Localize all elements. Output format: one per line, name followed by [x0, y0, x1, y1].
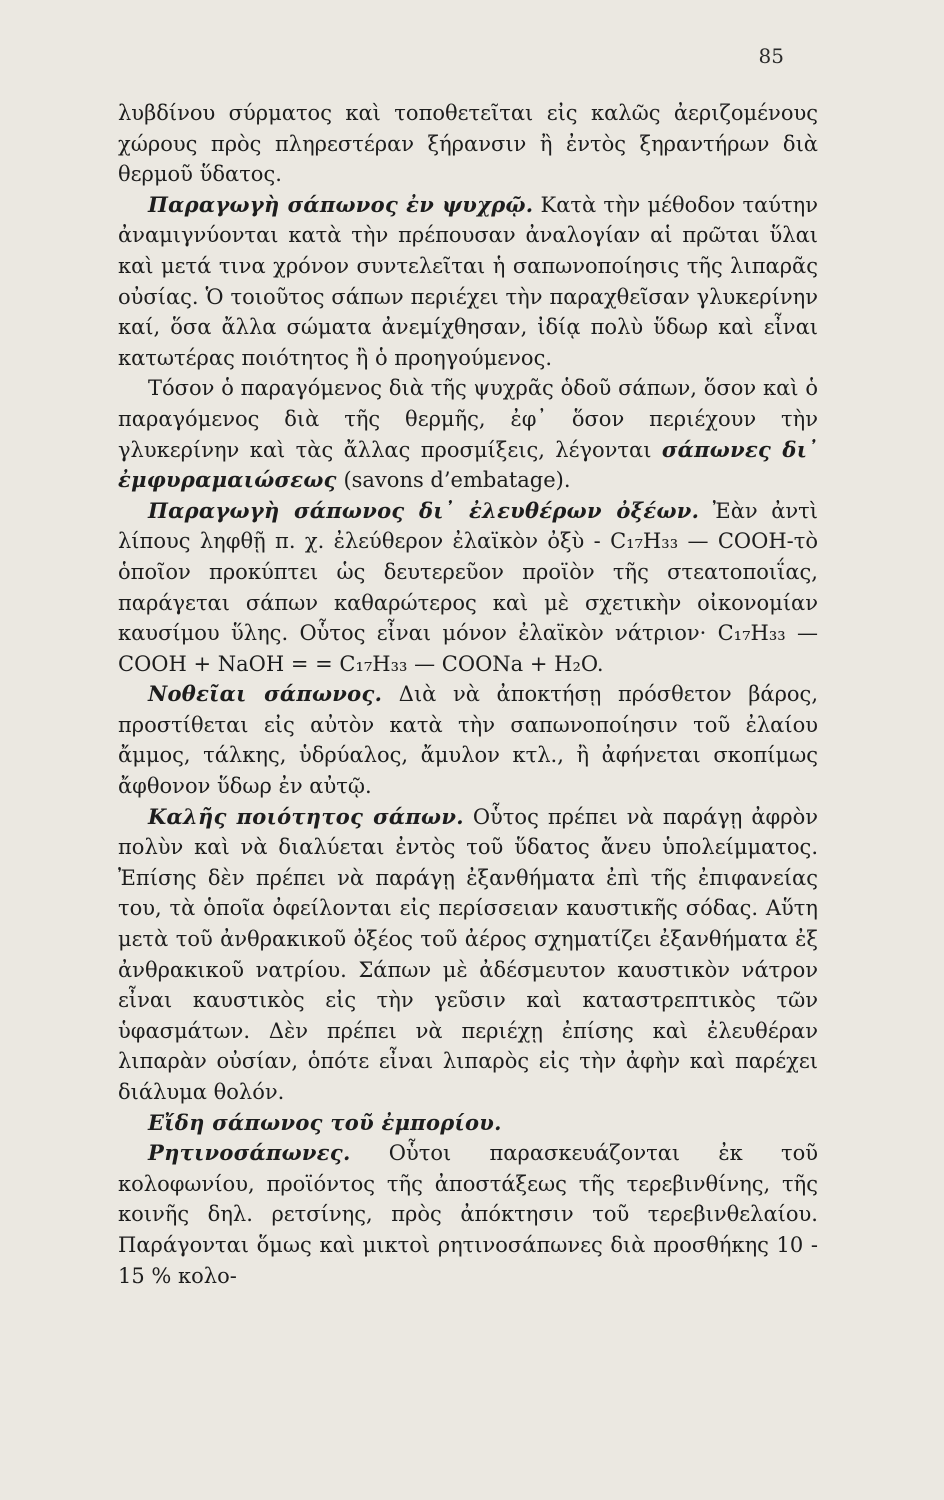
paragraph-good-quality: [118, 802, 818, 1108]
paragraph-text: Τόσον ὁ παραγόμενος διὰ τῆς ψυχρᾶς ὁδοῦ σάπων, ὅσον καὶ ὁ παραγόμενος διὰ τῆς θερμῆς, ἐφ᾽ ὅσον περιέχουν τὴν γλυκερίνην καὶ τὰς ἄλλας προσμίξεις, λέγονται: [118, 376, 818, 462]
section-heading: Ρητινοσάπωνες.: [148, 1140, 351, 1166]
section-heading: Παραγωγὴ σάπωνος δι᾽ ἐλευθέρων ὀξέων.: [148, 497, 700, 523]
section-heading: Νοθεῖαι σάπωνος.: [148, 681, 383, 707]
section-heading: Εἴδη σάπωνος τοῦ ἐμπορίου.: [148, 1109, 502, 1135]
paragraph-text: Οὗτος πρέπει νὰ παράγῃ ἀφρὸν πολὺν καὶ νὰ διαλύεται ἐντὸς τοῦ ὕδατος ἄνευ ὑπολείμματος. Ἐπίσης δὲν πρέπει νὰ παράγῃ ἐξανθήματα ἐπὶ τῆς ἐπιφανείας του, τὰ ὁποῖα ὀφείλονται εἰς περίσσειαν καυστικῆς σόδας. Αὕτη μετὰ τοῦ ἀνθρακικοῦ ὀξέος τοῦ ἀέρος σχηματίζει ἐξανθήματα ἐξ ἀνθρακικοῦ νατρίου. Σάπων μὲ ἀδέσμευτον καυστικὸν νάτρον εἶναι καυστικὸς εἰς τὴν γεῦσιν καὶ καταστρεπτικὸς τῶν ὑφασμάτων. Δὲν πρέπει νὰ περιέχῃ ἐπίσης καὶ ἐλευθέραν λιπαρὰν οὐσίαν, ὁπότε εἶναι λιπαρὸς εἰς τὴν ἀφὴν καὶ παρέχει διάλυμα θολόν.: [118, 804, 818, 1104]
paragraph-commercial-types: [118, 1108, 818, 1139]
paragraph-embatage: [118, 373, 818, 495]
paragraph-continuation: [118, 98, 818, 190]
page-number: 85: [758, 44, 784, 68]
section-heading: Καλῆς ποιότητος σάπων.: [148, 803, 464, 829]
paragraph-cold-process: [118, 190, 818, 374]
paragraph-text: Κατὰ τὴν μέθοδον ταύτην ἀναμιγνύονται κατὰ τὴν πρέπουσαν ἀναλογίαν αἱ πρῶται ὕλαι καὶ μετά τινα χρόνον συντελεῖται ἡ σαπωνοποίησις τῆς λιπαρᾶς οὐσίας. Ὁ τοιοῦτος σάπων περιέχει τὴν παραχθεῖσαν γλυκερίνην καί, ὅσα ἄλλα σώματα ἀνεμίχθησαν, ἰδίᾳ πολὺ ὕδωρ καὶ εἶναι κατωτέρας ποιότητος ἢ ὁ προηγούμενος.: [118, 192, 818, 370]
paragraph-text: Οὗτοι παρασκευάζονται ἐκ τοῦ κολοφωνίου, προϊόντος τῆς ἀποστάξεως τῆς τερεβινθίνης, τῆς κοινῆς δηλ. ρετσίνης, πρὸς ἀπόκτησιν τοῦ τερεβινθελαίου. Παράγονται ὅμως καὶ μικτοὶ ρητινοσάπωνες διὰ προσθήκης 10 - 15 % κολο-: [118, 1141, 818, 1288]
paragraph-adulteration: [118, 679, 818, 801]
paragraph-text: λυβδίνου σύρματος καὶ τοποθετεῖται εἰς καλῶς ἀεριζομένους χώρους πρὸς πληρεστέραν ξήρανσιν ἢ ἐντὸς ξηραντήρων διὰ θερμοῦ ὕδατος.: [118, 101, 818, 187]
paragraph-free-acids: [118, 496, 818, 680]
paragraph-text: Διὰ νὰ ἀποκτήσῃ πρόσθετον βάρος, προστίθεται εἰς αὐτὸν κατὰ τὴν σαπωνοποίησιν τοῦ ἐλαίου ἄμμος, τάλκης, ὑδρύαλος, ἄμυλον κτλ., ἢ ἀφήνεται σκοπίμως ἄφθονον ὕδωρ ἐν αὐτῷ.: [118, 682, 818, 799]
body-text: [118, 98, 818, 1291]
section-heading: Παραγωγὴ σάπωνος ἐν ψυχρῷ.: [148, 191, 534, 217]
paragraph-resin-soaps: [118, 1138, 818, 1291]
paragraph-text: Ἐὰν ἀντὶ λίπους ληφθῇ π. χ. ἐλεύθερον ἐλαϊκὸν ὀξὺ - C₁₇H₃₃ — COOH-τὸ ὁποῖον προκύπτει ὡς δευτερεῦον προϊὸν τῆς στεατοποιΐας, παράγεται σάπων καθαρώτερος καὶ μὲ σχετικὴν οἰκονομίαν καυσίμου ὕλης. Οὗτος εἶναι μόνον ἐλαϊκὸν νάτριον· C₁₇H₃₃ — COOH + NaOH = = C₁₇H₃₃ — COONa + H₂O.: [118, 498, 818, 676]
paragraph-tail: (savons d’embatage).: [336, 468, 571, 493]
emphasis-term: σάπωνες δι᾽ ἐμφυραμαιώσεως: [118, 436, 818, 493]
